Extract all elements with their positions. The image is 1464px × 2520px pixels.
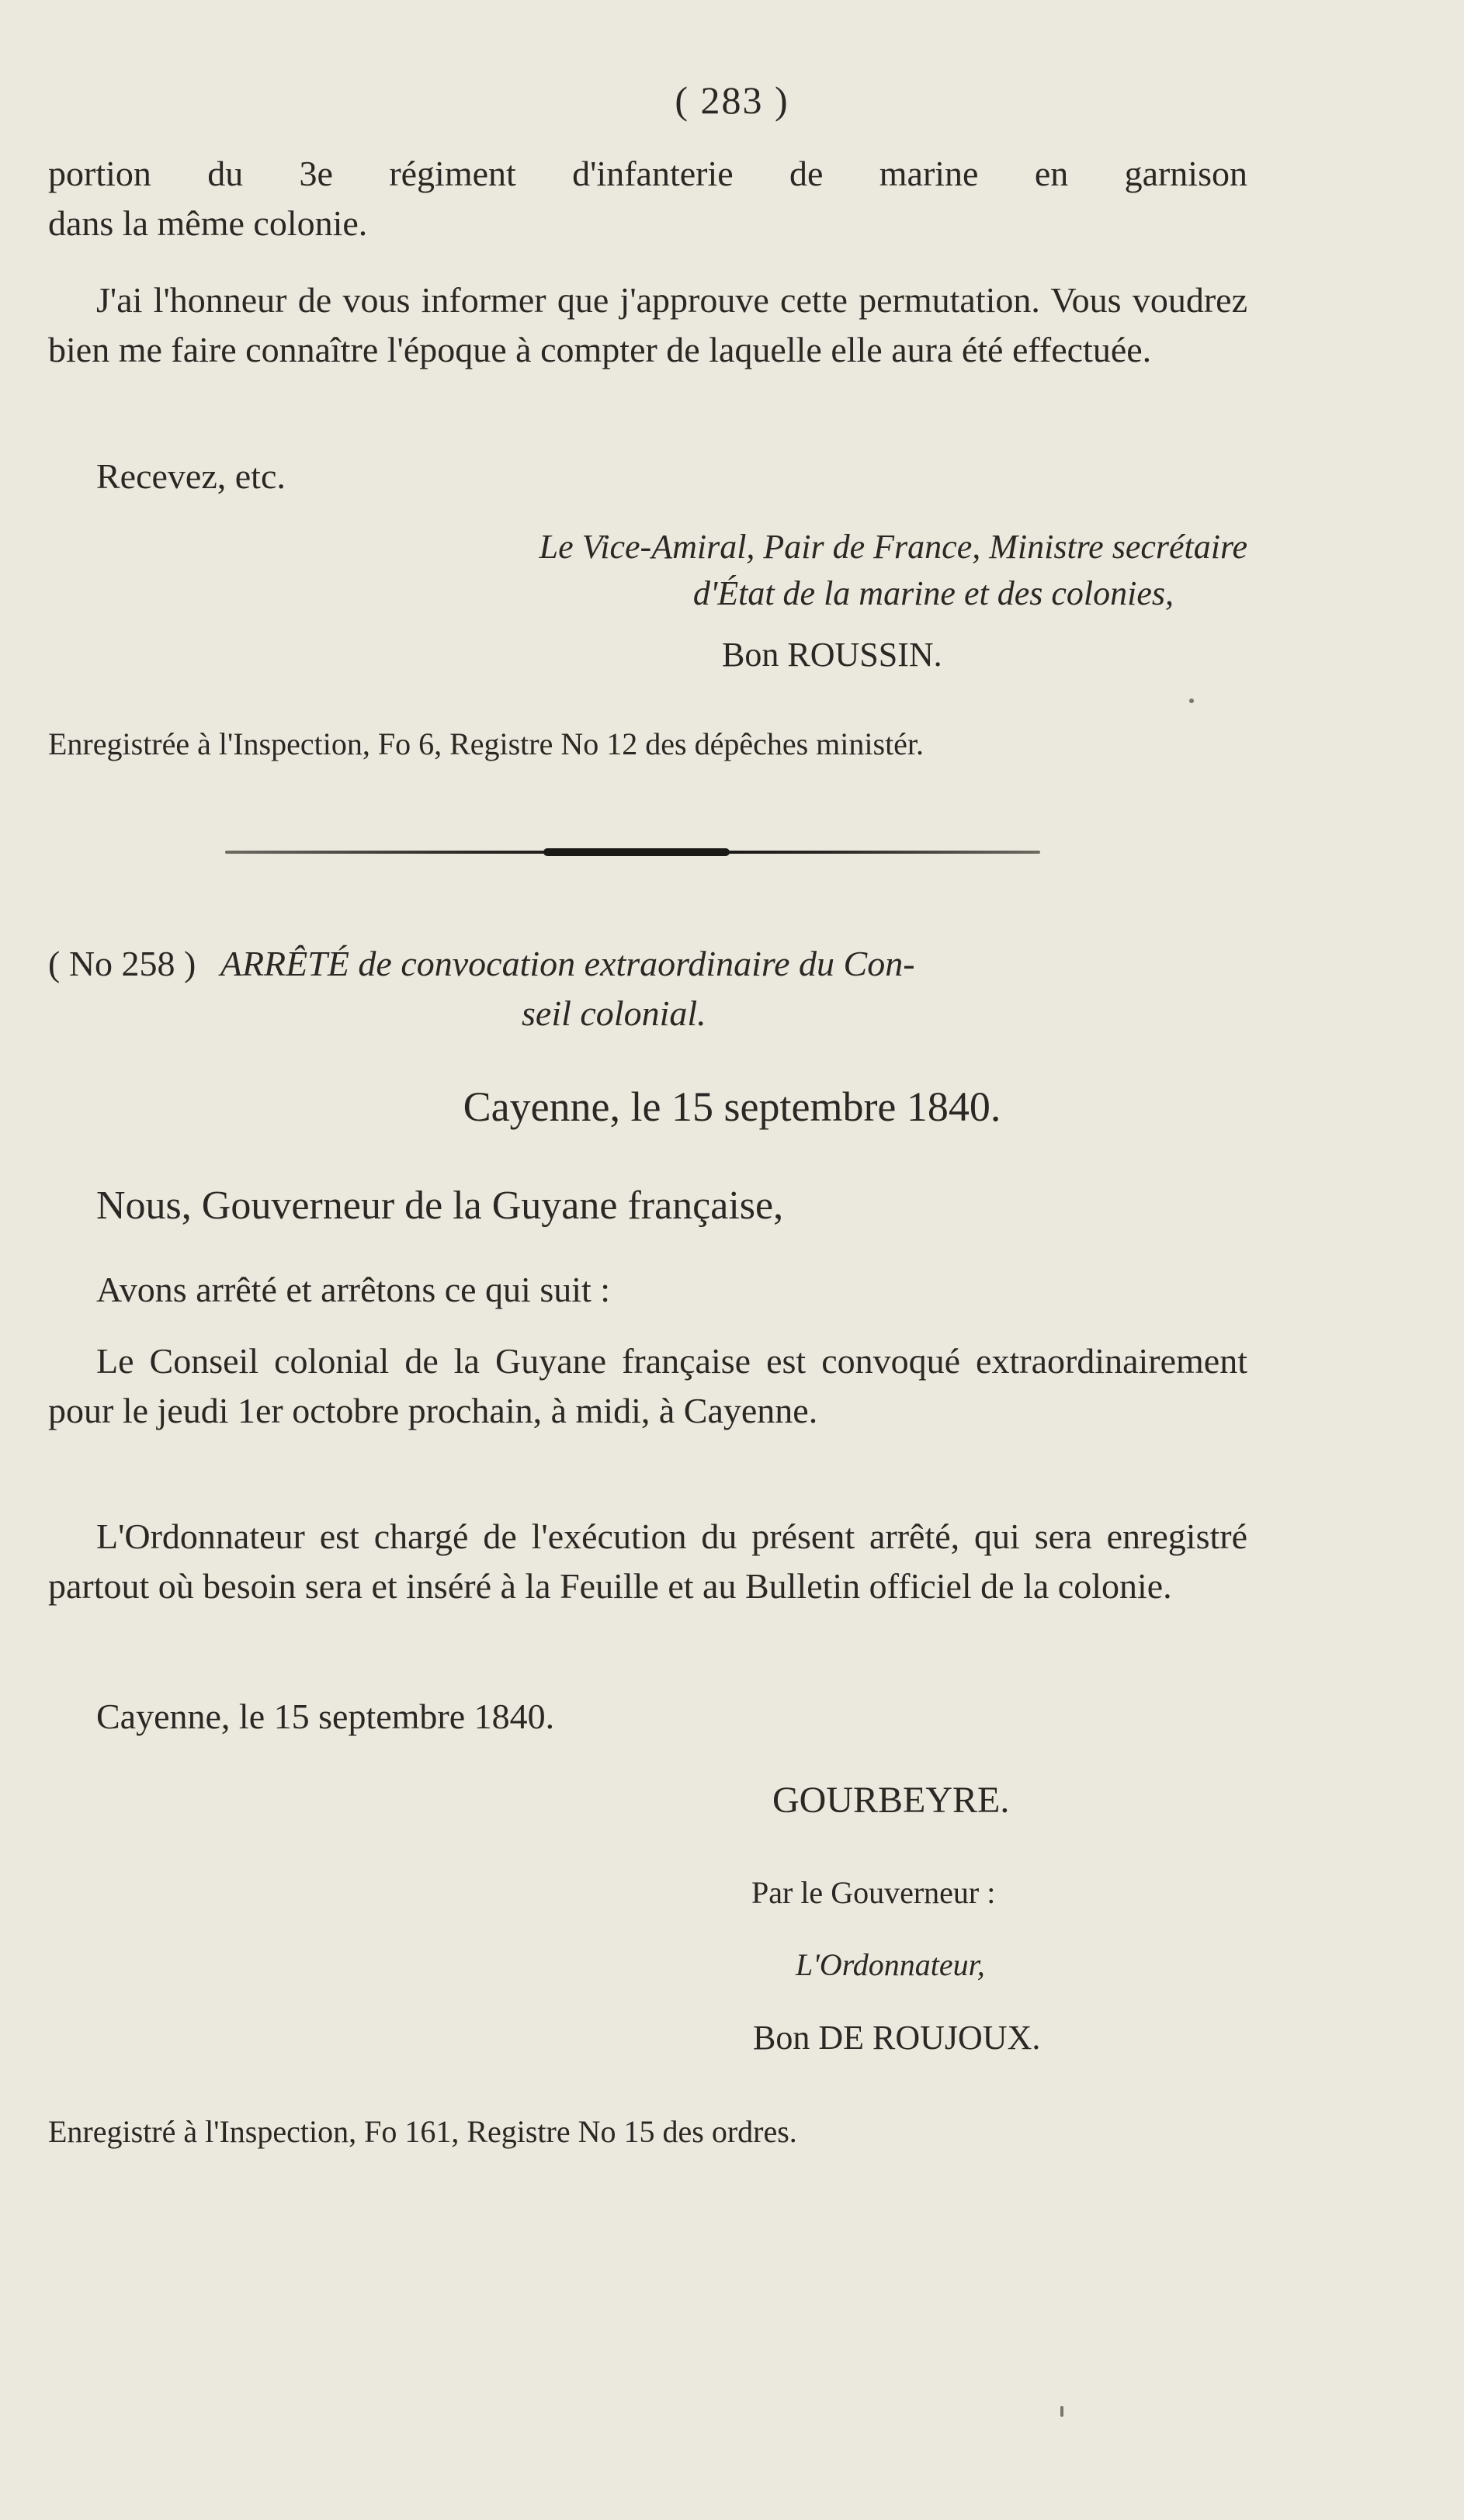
minister-title-line1: Le Vice-Amiral, Pair de France, Ministre secrétaire — [539, 528, 1247, 566]
governor-signature: GOURBEYRE. — [772, 1780, 1010, 1821]
arrete-registration: Enregistré à l'Inspection, Fo 161, Registre No 15 des ordres. — [48, 2114, 797, 2149]
letter-paragraph-1 — [48, 149, 1247, 248]
arrete-preamble: Nous, Gouverneur de la Guyane française, — [96, 1184, 784, 1228]
arrete-article-1: Le Conseil colonial de la Guyane française est convoqué extraordinairement pour le jeudi 1er octobre prochain, à midi, à Cayenne. — [48, 1341, 1247, 1430]
minister-signature: Bon ROUSSIN. — [722, 636, 942, 674]
letter-p1-line1: portion du 3e régiment d'infanterie de marine en garnison — [48, 154, 1247, 193]
paper-speck — [1189, 698, 1194, 703]
ordonnateur-title: L'Ordonnateur, — [796, 1947, 985, 1982]
arrete-article-2: L'Ordonnateur est chargé de l'exécution du présent arrêté, qui sera enregistré partout où besoin sera et inséré à la Feuille et au Bulletin officiel de la colonie. — [48, 1517, 1247, 1606]
minister-title — [48, 524, 1247, 617]
letter-registration: Enregistrée à l'Inspection, Fo 6, Registre No 12 des dépêches ministér. — [48, 726, 925, 761]
arrete-avons: Avons arrêté et arrêtons ce qui suit : — [96, 1270, 611, 1309]
letter-p1-line2: dans la même colonie. — [48, 203, 368, 243]
arrete-number: ( No 258 ) — [48, 944, 196, 983]
minister-title-line2: d'État de la marine et des colonies, — [692, 574, 1174, 612]
arrete-place-date: Cayenne, le 15 septembre 1840. — [463, 1083, 1001, 1130]
letter-closing: Recevez, etc. — [96, 456, 286, 496]
arrete-heading-line1: ARRÊTÉ de convocation extraordinaire du Con- — [220, 944, 915, 983]
arrete-date-closing: Cayenne, le 15 septembre 1840. — [96, 1697, 555, 1736]
arrete-heading — [48, 939, 1247, 1038]
letter-paragraph-2: J'ai l'honneur de vous informer que j'approuve cette permutation. Vous voudrez bien me faire connaître l'époque à compter de laquelle elle aura été effectuée. — [48, 280, 1247, 369]
section-divider-thick — [543, 848, 730, 856]
par-le-gouverneur: Par le Gouverneur : — [751, 1875, 996, 1910]
page-number: ( 283 ) — [675, 78, 789, 122]
paper-speck — [1060, 2406, 1063, 2417]
arrete-heading-line2: seil colonial. — [522, 993, 706, 1033]
ordonnateur-signature: Bon DE ROUJOUX. — [753, 2019, 1041, 2057]
